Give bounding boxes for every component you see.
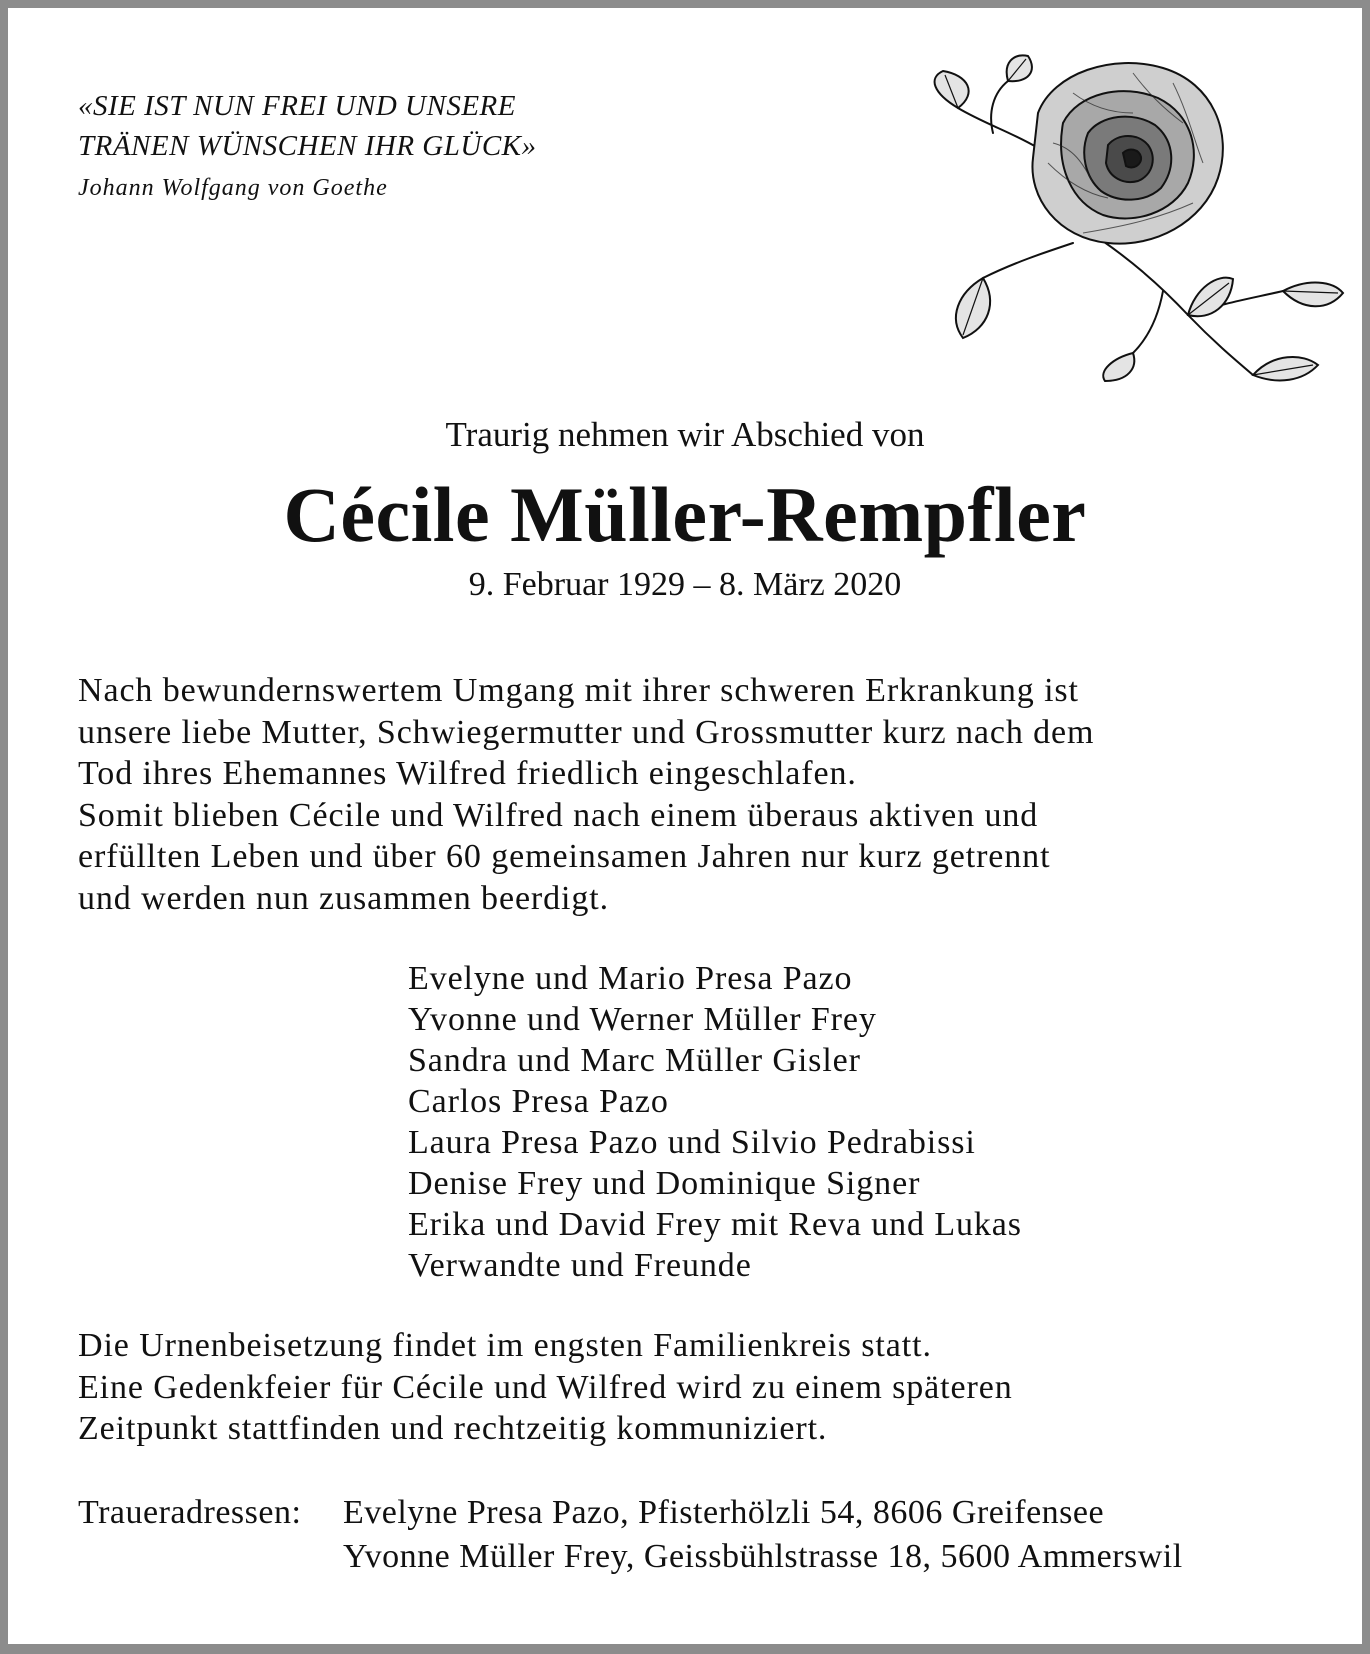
addresses-label: Traueradressen: bbox=[78, 1494, 302, 1531]
closing-line: Eine Gedenkfeier für Cécile und Wilfred wird zu einem späteren bbox=[78, 1368, 1013, 1406]
quote-block bbox=[78, 86, 537, 208]
family-list bbox=[408, 958, 1022, 1286]
body-line: erfüllten Leben und über 60 gemeinsamen Jahren nur kurz getrennt bbox=[78, 838, 1051, 875]
address-entry: Evelyne Presa Pazo, Pfisterhölzli 54, 8606 Greifensee bbox=[343, 1494, 1105, 1531]
mourning-addresses bbox=[78, 1491, 1183, 1579]
life-dates: 9. Februar 1929 – 8. März 2020 bbox=[468, 566, 902, 603]
body-line: Nach bewundernswertem Umgang mit ihrer schweren Erkrankung ist bbox=[78, 672, 1079, 709]
body-paragraph bbox=[78, 670, 1094, 919]
body-line: unsere liebe Mutter, Schwiegermutter und Grossmutter kurz nach dem bbox=[78, 713, 1095, 751]
family-name: Verwandte und Freunde bbox=[408, 1247, 752, 1284]
quote-line: «SIE IST NUN FREI UND UNSERE bbox=[78, 90, 516, 122]
body-line: Somit blieben Cécile und Wilfred nach einem überaus aktiven und bbox=[78, 796, 1039, 834]
body-line: und werden nun zusammen beerdigt. bbox=[78, 879, 610, 917]
closing-paragraph bbox=[78, 1325, 1013, 1450]
body-line: Tod ihres Ehemannes Wilfred friedlich eingeschlafen. bbox=[78, 755, 857, 792]
address-entry: Yvonne Müller Frey, Geissbühlstrasse 18, 5600 Ammerswil bbox=[343, 1538, 1183, 1575]
closing-line: Die Urnenbeisetzung findet im engsten Familienkreis statt. bbox=[78, 1327, 932, 1364]
family-name: Sandra und Marc Müller Gisler bbox=[408, 1042, 861, 1079]
family-name: Laura Presa Pazo und Silvio Pedrabissi bbox=[408, 1124, 976, 1161]
family-name: Denise Frey und Dominique Signer bbox=[408, 1165, 921, 1202]
address-row bbox=[78, 1535, 1183, 1579]
closing-line: Zeitpunkt stattfinden und rechtzeitig kommuniziert. bbox=[78, 1410, 828, 1447]
family-name: Carlos Presa Pazo bbox=[408, 1083, 669, 1120]
family-name: Erika und David Frey mit Reva und Lukas bbox=[408, 1206, 1022, 1243]
family-name: Yvonne und Werner Müller Frey bbox=[408, 1001, 877, 1038]
family-name: Evelyne und Mario Presa Pazo bbox=[408, 960, 853, 997]
deceased-name: Cécile Müller-Rempfler bbox=[283, 471, 1087, 558]
obituary-notice bbox=[8, 8, 1362, 1644]
intro-text: Traurig nehmen wir Abschied von bbox=[445, 415, 925, 454]
rose-illustration-icon bbox=[933, 53, 1353, 383]
quote-author: Johann Wolfgang von Goethe bbox=[78, 175, 388, 201]
quote-line: TRÄNEN WÜNSCHEN IHR GLÜCK» bbox=[78, 130, 537, 162]
address-row bbox=[78, 1491, 1183, 1535]
